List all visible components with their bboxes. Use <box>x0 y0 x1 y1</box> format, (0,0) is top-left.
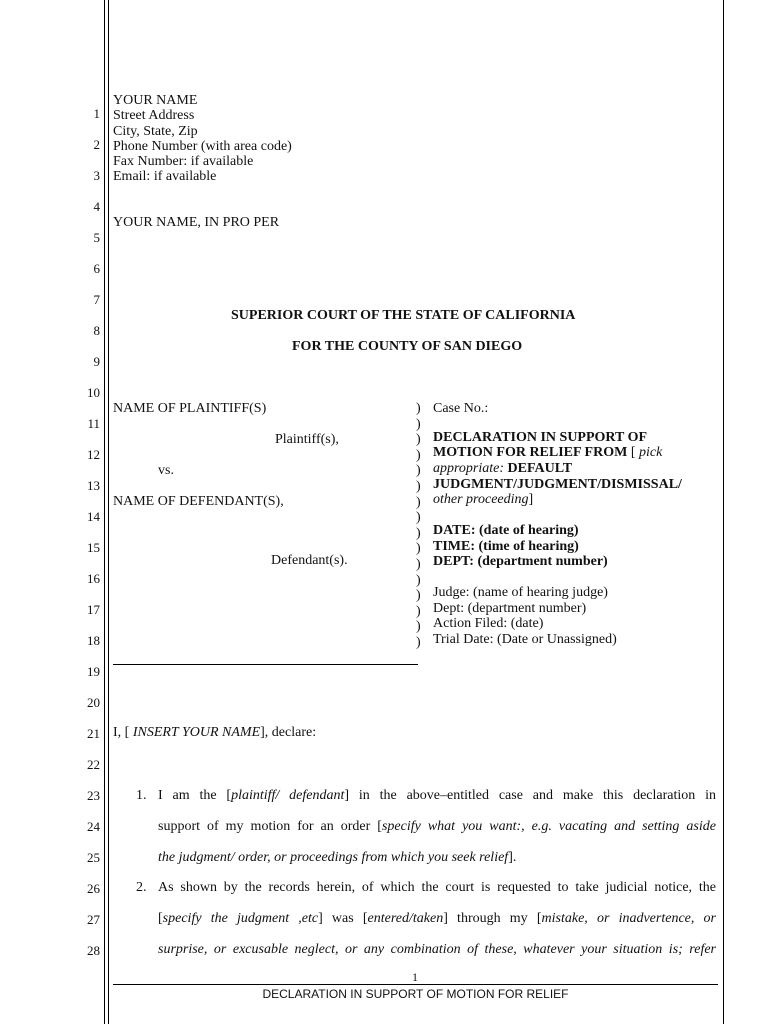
caption-paren: ) <box>416 432 421 448</box>
defendant-name: NAME OF DEFENDANT(S), <box>113 494 284 509</box>
hearing-time: TIME: (time of hearing) <box>433 539 579 554</box>
declare-prefix: I, [ <box>113 725 133 740</box>
declare-name-placeholder: INSERT YOUR NAME <box>132 725 261 740</box>
doc-title-line5-italic: other proceeding <box>433 492 529 507</box>
line-number: 4 <box>93 199 100 214</box>
caption-paren: ) <box>416 635 421 650</box>
doc-title-line3 <box>433 461 572 477</box>
caption-paren: ) <box>416 510 421 526</box>
plaintiff-label: Plaintiff(s), <box>275 432 339 447</box>
doc-title-line4: JUDGMENT/JUDGMENT/DISMISSAL/ <box>433 477 682 492</box>
p1-l3-a: the judgment/ order, or proceedings from which you seek relief <box>158 850 509 865</box>
dept: Dept: (department number) <box>433 601 587 616</box>
line-number: 1 <box>93 106 100 121</box>
email: Email: if available <box>113 169 217 184</box>
paragraph-2-line3: surprise, or excusable neglect, or any combination of these, whatever your situation is; refer <box>158 942 716 957</box>
left-margin-rule-outer <box>104 0 105 1024</box>
line-number: 13 <box>87 478 100 493</box>
p2-l2-a: [ <box>158 911 163 926</box>
trial-date: Trial Date: (Date or Unassigned) <box>433 632 617 647</box>
right-margin-rule <box>723 0 724 1024</box>
doc-title-line3-italic: appropriate: <box>433 461 505 476</box>
hearing-date: DATE: (date of hearing) <box>433 523 579 538</box>
plaintiff-name: NAME OF PLAINTIFF(S) <box>113 401 267 416</box>
footer-rule <box>113 984 718 985</box>
line-number: 21 <box>87 726 100 741</box>
declare-suffix: ], declare: <box>260 725 317 740</box>
paragraph-1-line2 <box>158 819 716 835</box>
page-number: 1 <box>412 970 418 984</box>
paragraph-2-line2 <box>158 911 716 927</box>
line-number: 27 <box>87 912 100 927</box>
p2-l2-b: specify the judgment ,etc <box>162 911 319 926</box>
line-number: 16 <box>87 571 100 586</box>
line-number: 14 <box>87 509 100 524</box>
line-number: 20 <box>87 695 100 710</box>
caption-paren: ) <box>416 588 421 604</box>
p1-l2-a: support of my motion for an order [ <box>158 819 382 834</box>
line-number: 15 <box>87 540 100 555</box>
p1-l2-b: specify what you want:, e.g. vacating and setting aside <box>381 819 716 834</box>
p2-l2-e: ] through my [ <box>443 911 542 926</box>
line-number: 28 <box>87 943 100 958</box>
line-number: 18 <box>87 633 100 648</box>
doc-title-line2 <box>433 445 662 461</box>
line-number: 7 <box>93 292 100 307</box>
court-title: SUPERIOR COURT OF THE STATE OF CALIFORNIA <box>231 308 576 323</box>
caption-paren: ) <box>416 447 421 463</box>
judge: Judge: (name of hearing judge) <box>433 585 608 600</box>
caption-paren: ) <box>416 572 421 588</box>
caption-paren: ) <box>416 463 421 479</box>
caption-paren: ) <box>416 603 421 619</box>
phone-number: Phone Number (with area code) <box>113 139 292 154</box>
line-number: 5 <box>93 230 100 245</box>
caption-paren: ) <box>416 619 421 635</box>
caption-paren: ) <box>416 479 421 494</box>
paragraph-1-number: 1. <box>136 788 147 803</box>
p1-l1-b: plaintiff/ defendant <box>231 788 345 803</box>
line-number: 17 <box>87 602 100 617</box>
doc-title-line5 <box>433 492 533 508</box>
case-number: Case No.: <box>433 401 489 416</box>
caption-paren: ) <box>416 416 421 432</box>
caption-underline <box>113 664 418 665</box>
line-number: 10 <box>87 385 100 400</box>
hearing-dept: DEPT: (department number) <box>433 554 608 569</box>
line-number: 11 <box>87 416 100 431</box>
doc-title-line5-bracket: ] <box>528 492 534 507</box>
action-filed: Action Filed: (date) <box>433 616 544 631</box>
caption-paren: ) <box>416 541 421 557</box>
line-number: 22 <box>87 757 100 772</box>
fax-number: Fax Number: if available <box>113 154 254 169</box>
paragraph-2-number: 2. <box>136 880 147 895</box>
line-number: 3 <box>93 168 100 183</box>
p2-l2-f: mistake, or inadvertence, or <box>541 911 716 926</box>
line-number: 9 <box>93 354 100 369</box>
line-number: 12 <box>87 447 100 462</box>
doc-title-line1: DECLARATION IN SUPPORT OF <box>433 430 648 445</box>
line-number: 8 <box>93 323 100 338</box>
line-number: 6 <box>93 261 100 276</box>
defendant-label: Defendant(s). <box>271 553 348 568</box>
doc-title-line2-italic: pick <box>635 445 663 460</box>
line-number: 19 <box>87 664 100 679</box>
caption-paren: ) <box>416 557 421 572</box>
city-state-zip: City, State, Zip <box>113 124 198 139</box>
p1-l1-c: ] in the above–entitled case and make this declaration in <box>344 788 717 803</box>
line-number: 24 <box>87 819 100 834</box>
line-number: 25 <box>87 850 100 865</box>
line-number: 2 <box>93 137 100 152</box>
footer-title: DECLARATION IN SUPPORT OF MOTION FOR RELIEF <box>262 987 569 1001</box>
line-number: 23 <box>87 788 100 803</box>
doc-title-line3-bold: DEFAULT <box>504 461 573 476</box>
line-number: 26 <box>87 881 100 896</box>
doc-title-line2-bracket: [ <box>627 445 636 460</box>
county-title: FOR THE COUNTY OF SAN DIEGO <box>292 339 523 354</box>
attorney-name: YOUR NAME <box>113 93 198 108</box>
street-address: Street Address <box>113 108 195 123</box>
p2-l2-c: ] was [ <box>318 911 368 926</box>
paragraph-2-line1: As shown by the records herein, of which the court is requested to take judicial notice, the <box>158 880 716 895</box>
p1-l3-b: ]. <box>508 850 517 865</box>
paragraph-1-line3 <box>158 850 716 866</box>
caption-paren: ) <box>416 525 421 541</box>
versus: vs. <box>158 463 174 478</box>
caption-paren: ) <box>416 401 421 416</box>
p2-l2-d: entered/taken <box>367 911 444 926</box>
paragraph-1-line1 <box>158 788 716 804</box>
p1-l1-a: I am the [ <box>158 788 232 803</box>
left-margin-rule-inner <box>108 0 109 1024</box>
declaration-intro <box>113 725 316 741</box>
caption-paren: ) <box>416 494 421 510</box>
pro-per: YOUR NAME, IN PRO PER <box>113 215 280 230</box>
doc-title-line2-bold: MOTION FOR RELIEF FROM <box>433 445 628 460</box>
